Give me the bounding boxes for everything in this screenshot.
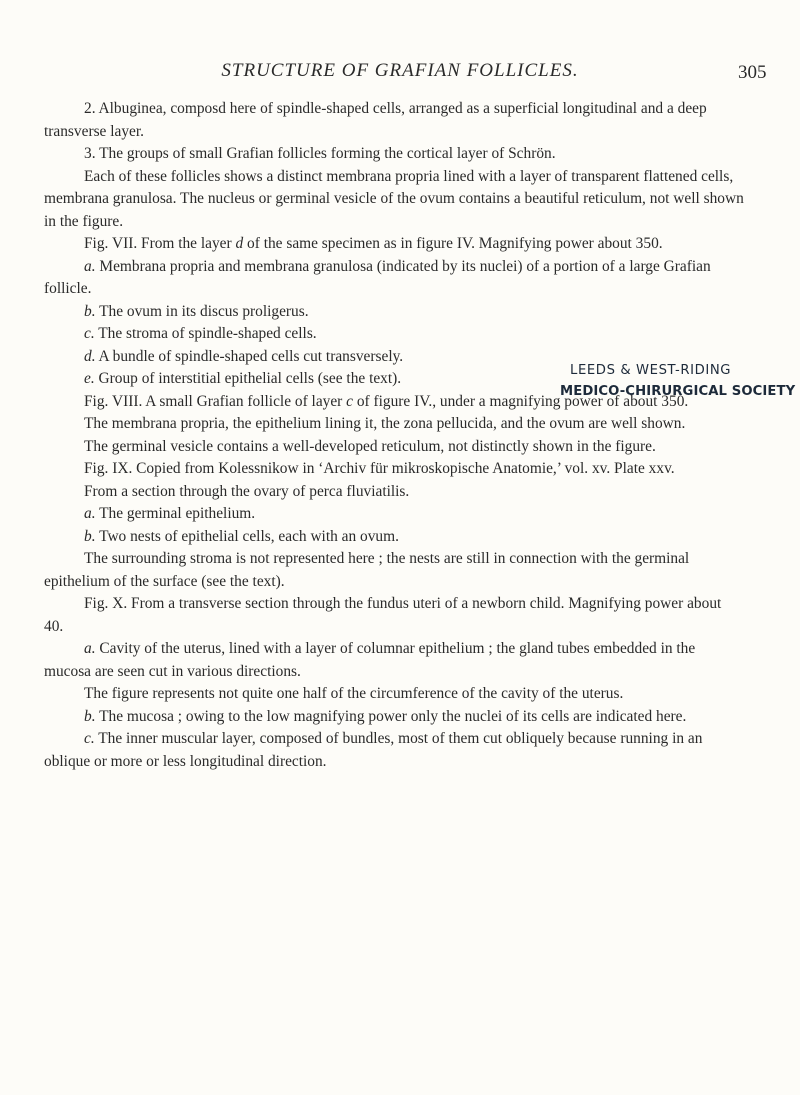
item-letter: a.: [84, 505, 96, 522]
text-run: Fig. VII. From the layer: [84, 235, 236, 252]
page-number: 305: [738, 62, 767, 83]
paragraph: [44, 143, 744, 166]
item-letter: b.: [84, 302, 96, 320]
paragraph: [44, 728, 744, 773]
stamp-line-1: LEEDS & WEST-RIDING: [570, 363, 732, 378]
text-run: Group of interstitial epithelial cells (see the text).: [94, 370, 402, 387]
text-run: Fig. X. From a transverse section through the fundus uteri of a newborn child. Magnifying power about 40.: [44, 595, 722, 635]
paragraph: [44, 503, 744, 526]
paragraph: [44, 256, 744, 301]
text-run: of the same specimen as in figure IV. Magnifying power about 350.: [243, 235, 663, 252]
library-stamp: [560, 360, 800, 402]
item-letter: e.: [84, 370, 95, 387]
item-letter: b.: [84, 527, 96, 545]
paragraph: [44, 413, 744, 436]
text-run: Fig. IX. Copied from Kolessnikow in ‘Archiv für mikroskopische Anatomie,’ vol. xv. Plate xxv.: [84, 460, 675, 477]
item-letter: c.: [84, 325, 95, 342]
paragraph: [44, 98, 744, 143]
item-letter: d: [235, 235, 244, 252]
paragraph: [44, 683, 744, 706]
text-run: 2. Albuginea, composd here of spindle-shaped cells, arranged as a superficial longitudinal and a deep transverse layer.: [44, 100, 707, 140]
paragraph: [44, 458, 744, 481]
paragraph: [44, 706, 744, 729]
text-run: The ovum in its discus proligerus.: [95, 302, 309, 320]
paragraph: [44, 548, 744, 593]
item-letter: a.: [84, 640, 96, 657]
text-run: The mucosa ; owing to the low magnifying power only the nuclei of its cells are indicated here.: [95, 707, 687, 725]
text-run: A bundle of spindle-shaped cells cut transversely.: [95, 347, 404, 365]
item-letter: a.: [84, 257, 96, 275]
text-run: Two nests of epithelial cells, each with an ovum.: [95, 527, 399, 545]
text-run: The germinal epithelium.: [95, 505, 256, 522]
text-run: Fig. VIII. A small Grafian follicle of layer: [84, 392, 347, 410]
text-run: Membrana propria and membrana granulosa (indicated by its nuclei) of a portion of a large Grafian follicle.: [44, 257, 711, 297]
text-run: The membrana propria, the epithelium lining it, the zona pellucida, and the ovum are well shown.: [84, 415, 686, 432]
text-run: The stroma of spindle-shaped cells.: [94, 325, 317, 342]
paragraph: [44, 233, 744, 256]
text-run: Each of these follicles shows a distinct membrana propria lined with a layer of transparent flattened cells, membrana granulosa. The nucleus or germinal vesicle of the ovum contains a beautiful reticulum, not well shown in the figure.: [44, 167, 744, 230]
item-letter: d.: [84, 347, 96, 365]
paragraph: [44, 436, 744, 459]
text-run: Cavity of the uterus, lined with a layer of columnar epithelium ; the gland tubes embedded in the mucosa are seen cut in various directions.: [44, 640, 696, 680]
text-run: The inner muscular layer, composed of bundles, most of them cut obliquely because running in an oblique or more or less longitudinal direction.: [44, 730, 703, 770]
item-letter: c: [346, 392, 353, 410]
paragraph: [44, 481, 744, 504]
paragraph: [44, 526, 744, 549]
item-letter: c.: [84, 730, 95, 747]
paragraph: [44, 323, 744, 346]
paragraph: [44, 301, 744, 324]
text-run: of figure IV., under a magnifying power of about 350.: [353, 392, 689, 410]
text-run: The germinal vesicle contains a well-developed reticulum, not distinctly shown in the figure.: [84, 437, 656, 455]
text-run: From a section through the ovary of perca fluviatilis.: [84, 482, 410, 500]
paragraph: [44, 593, 744, 638]
text-run: The surrounding stroma is not represented here ; the nests are still in connection with the germinal epithelium of the surface (see the text).: [44, 550, 690, 590]
text-run: The figure represents not quite one half of the circumference of the cavity of the uterus.: [84, 685, 624, 702]
text-run: 3. The groups of small Grafian follicles forming the cortical layer of Schrön.: [84, 145, 556, 162]
running-head: STRUCTURE OF GRAFIAN FOLLICLES.: [221, 60, 579, 81]
paragraph: [44, 166, 744, 234]
paragraph: [44, 638, 744, 683]
stamp-line-2: MEDICO-CHIRURGICAL SOCIETY: [560, 384, 796, 399]
item-letter: b.: [84, 707, 96, 725]
body-text: [44, 98, 744, 773]
